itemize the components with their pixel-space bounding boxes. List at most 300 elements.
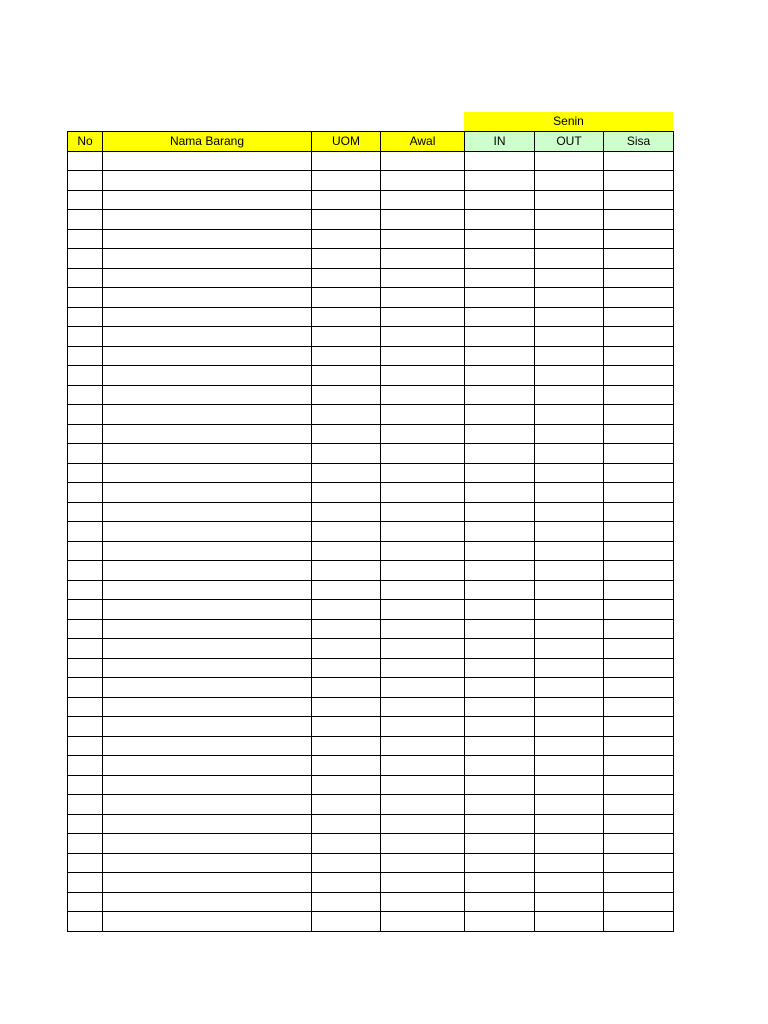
- cell-sisa[interactable]: [604, 678, 674, 698]
- cell-uom[interactable]: [312, 405, 381, 425]
- cell-in[interactable]: [465, 678, 535, 698]
- cell-nama-barang[interactable]: [103, 619, 312, 639]
- cell-awal[interactable]: [381, 171, 465, 191]
- cell-nama-barang[interactable]: [103, 697, 312, 717]
- cell-nama-barang[interactable]: [103, 268, 312, 288]
- cell-awal[interactable]: [381, 366, 465, 386]
- table-row: [68, 541, 674, 561]
- cell-nama-barang[interactable]: [103, 717, 312, 737]
- cell-out[interactable]: [535, 873, 604, 893]
- cell-in[interactable]: [465, 892, 535, 912]
- cell-uom[interactable]: [312, 873, 381, 893]
- cell-nama-barang[interactable]: [103, 522, 312, 542]
- cell-nama-barang[interactable]: [103, 288, 312, 308]
- cell-uom[interactable]: [312, 814, 381, 834]
- cell-no[interactable]: [68, 151, 103, 171]
- cell-in[interactable]: [465, 697, 535, 717]
- cell-awal[interactable]: [381, 405, 465, 425]
- cell-awal[interactable]: [381, 600, 465, 620]
- cell-no[interactable]: [68, 756, 103, 776]
- cell-in[interactable]: [465, 795, 535, 815]
- table-row: [68, 249, 674, 269]
- cell-sisa[interactable]: [604, 892, 674, 912]
- cell-in[interactable]: [465, 756, 535, 776]
- cell-no[interactable]: [68, 619, 103, 639]
- cell-awal[interactable]: [381, 717, 465, 737]
- column-header-no[interactable]: No: [68, 132, 103, 152]
- cell-uom[interactable]: [312, 171, 381, 191]
- cell-awal[interactable]: [381, 912, 465, 932]
- cell-nama-barang[interactable]: [103, 502, 312, 522]
- cell-sisa[interactable]: [604, 288, 674, 308]
- cell-no[interactable]: [68, 600, 103, 620]
- cell-in[interactable]: [465, 405, 535, 425]
- cell-awal[interactable]: [381, 522, 465, 542]
- cell-sisa[interactable]: [604, 463, 674, 483]
- cell-sisa[interactable]: [604, 405, 674, 425]
- cell-uom[interactable]: [312, 249, 381, 269]
- cell-uom[interactable]: [312, 463, 381, 483]
- cell-no[interactable]: [68, 717, 103, 737]
- cell-no[interactable]: [68, 288, 103, 308]
- cell-awal[interactable]: [381, 873, 465, 893]
- cell-nama-barang[interactable]: [103, 249, 312, 269]
- cell-in[interactable]: [465, 229, 535, 249]
- cell-awal[interactable]: [381, 775, 465, 795]
- cell-nama-barang[interactable]: [103, 444, 312, 464]
- cell-nama-barang[interactable]: [103, 814, 312, 834]
- table-body: [68, 151, 674, 931]
- column-header-in[interactable]: IN: [465, 132, 535, 152]
- cell-uom[interactable]: [312, 190, 381, 210]
- cell-in[interactable]: [465, 502, 535, 522]
- cell-out[interactable]: [535, 912, 604, 932]
- cell-sisa[interactable]: [604, 853, 674, 873]
- cell-out[interactable]: [535, 483, 604, 503]
- cell-out[interactable]: [535, 210, 604, 230]
- cell-no[interactable]: [68, 658, 103, 678]
- cell-nama-barang[interactable]: [103, 229, 312, 249]
- cell-awal[interactable]: [381, 541, 465, 561]
- cell-awal[interactable]: [381, 463, 465, 483]
- cell-in[interactable]: [465, 541, 535, 561]
- cell-out[interactable]: [535, 327, 604, 347]
- cell-uom[interactable]: [312, 697, 381, 717]
- cell-in[interactable]: [465, 658, 535, 678]
- cell-out[interactable]: [535, 580, 604, 600]
- cell-out[interactable]: [535, 288, 604, 308]
- cell-awal[interactable]: [381, 892, 465, 912]
- table-row: [68, 717, 674, 737]
- cell-nama-barang[interactable]: [103, 639, 312, 659]
- cell-awal[interactable]: [381, 307, 465, 327]
- cell-uom[interactable]: [312, 756, 381, 776]
- cell-no[interactable]: [68, 307, 103, 327]
- cell-sisa[interactable]: [604, 639, 674, 659]
- cell-out[interactable]: [535, 736, 604, 756]
- cell-awal[interactable]: [381, 190, 465, 210]
- cell-sisa[interactable]: [604, 327, 674, 347]
- cell-nama-barang[interactable]: [103, 541, 312, 561]
- cell-uom[interactable]: [312, 151, 381, 171]
- cell-out[interactable]: [535, 853, 604, 873]
- cell-nama-barang[interactable]: [103, 405, 312, 425]
- cell-no[interactable]: [68, 229, 103, 249]
- cell-uom[interactable]: [312, 366, 381, 386]
- table-row: [68, 639, 674, 659]
- cell-nama-barang[interactable]: [103, 210, 312, 230]
- cell-nama-barang[interactable]: [103, 171, 312, 191]
- cell-sisa[interactable]: [604, 522, 674, 542]
- cell-out[interactable]: [535, 756, 604, 776]
- cell-no[interactable]: [68, 424, 103, 444]
- cell-no[interactable]: [68, 268, 103, 288]
- cell-no[interactable]: [68, 346, 103, 366]
- cell-awal[interactable]: [381, 444, 465, 464]
- cell-nama-barang[interactable]: [103, 580, 312, 600]
- cell-uom[interactable]: [312, 327, 381, 347]
- cell-in[interactable]: [465, 775, 535, 795]
- cell-out[interactable]: [535, 151, 604, 171]
- cell-no[interactable]: [68, 483, 103, 503]
- cell-sisa[interactable]: [604, 190, 674, 210]
- cell-no[interactable]: [68, 775, 103, 795]
- cell-awal[interactable]: [381, 229, 465, 249]
- cell-uom[interactable]: [312, 795, 381, 815]
- cell-awal[interactable]: [381, 502, 465, 522]
- cell-sisa[interactable]: [604, 483, 674, 503]
- cell-out[interactable]: [535, 658, 604, 678]
- cell-awal[interactable]: [381, 834, 465, 854]
- cell-nama-barang[interactable]: [103, 190, 312, 210]
- cell-out[interactable]: [535, 775, 604, 795]
- cell-sisa[interactable]: [604, 385, 674, 405]
- group-header-senin[interactable]: Senin: [464, 112, 673, 131]
- cell-nama-barang[interactable]: [103, 385, 312, 405]
- cell-out[interactable]: [535, 444, 604, 464]
- cell-nama-barang[interactable]: [103, 678, 312, 698]
- cell-nama-barang[interactable]: [103, 307, 312, 327]
- cell-in[interactable]: [465, 463, 535, 483]
- cell-no[interactable]: [68, 541, 103, 561]
- cell-nama-barang[interactable]: [103, 151, 312, 171]
- cell-nama-barang[interactable]: [103, 658, 312, 678]
- cell-sisa[interactable]: [604, 171, 674, 191]
- column-header-sisa[interactable]: Sisa: [604, 132, 674, 152]
- cell-in[interactable]: [465, 522, 535, 542]
- cell-nama-barang[interactable]: [103, 327, 312, 347]
- cell-uom[interactable]: [312, 483, 381, 503]
- cell-awal[interactable]: [381, 327, 465, 347]
- cell-in[interactable]: [465, 327, 535, 347]
- cell-sisa[interactable]: [604, 814, 674, 834]
- cell-out[interactable]: [535, 229, 604, 249]
- cell-sisa[interactable]: [604, 834, 674, 854]
- cell-sisa[interactable]: [604, 873, 674, 893]
- column-header-uom[interactable]: UOM: [312, 132, 381, 152]
- cell-awal[interactable]: [381, 756, 465, 776]
- cell-sisa[interactable]: [604, 268, 674, 288]
- cell-out[interactable]: [535, 814, 604, 834]
- cell-sisa[interactable]: [604, 346, 674, 366]
- cell-out[interactable]: [535, 463, 604, 483]
- cell-uom[interactable]: [312, 639, 381, 659]
- cell-uom[interactable]: [312, 892, 381, 912]
- cell-no[interactable]: [68, 697, 103, 717]
- cell-sisa[interactable]: [604, 756, 674, 776]
- cell-out[interactable]: [535, 619, 604, 639]
- table-row: [68, 795, 674, 815]
- cell-uom[interactable]: [312, 853, 381, 873]
- cell-in[interactable]: [465, 249, 535, 269]
- cell-nama-barang[interactable]: [103, 775, 312, 795]
- cell-in[interactable]: [465, 483, 535, 503]
- cell-sisa[interactable]: [604, 424, 674, 444]
- cell-no[interactable]: [68, 814, 103, 834]
- cell-no[interactable]: [68, 795, 103, 815]
- cell-sisa[interactable]: [604, 307, 674, 327]
- cell-no[interactable]: [68, 502, 103, 522]
- cell-out[interactable]: [535, 346, 604, 366]
- cell-uom[interactable]: [312, 444, 381, 464]
- cell-no[interactable]: [68, 327, 103, 347]
- cell-in[interactable]: [465, 639, 535, 659]
- cell-sisa[interactable]: [604, 912, 674, 932]
- cell-awal[interactable]: [381, 795, 465, 815]
- table-row: [68, 814, 674, 834]
- cell-no[interactable]: [68, 736, 103, 756]
- cell-out[interactable]: [535, 717, 604, 737]
- cell-in[interactable]: [465, 424, 535, 444]
- cell-in[interactable]: [465, 151, 535, 171]
- cell-sisa[interactable]: [604, 366, 674, 386]
- cell-awal[interactable]: [381, 697, 465, 717]
- cell-uom[interactable]: [312, 619, 381, 639]
- cell-in[interactable]: [465, 912, 535, 932]
- cell-awal[interactable]: [381, 658, 465, 678]
- cell-uom[interactable]: [312, 268, 381, 288]
- cell-uom[interactable]: [312, 229, 381, 249]
- cell-awal[interactable]: [381, 619, 465, 639]
- cell-sisa[interactable]: [604, 736, 674, 756]
- cell-out[interactable]: [535, 190, 604, 210]
- cell-sisa[interactable]: [604, 229, 674, 249]
- cell-uom[interactable]: [312, 307, 381, 327]
- cell-no[interactable]: [68, 210, 103, 230]
- cell-awal[interactable]: [381, 639, 465, 659]
- cell-out[interactable]: [535, 639, 604, 659]
- cell-uom[interactable]: [312, 717, 381, 737]
- cell-out[interactable]: [535, 366, 604, 386]
- cell-out[interactable]: [535, 561, 604, 581]
- cell-no[interactable]: [68, 912, 103, 932]
- cell-nama-barang[interactable]: [103, 463, 312, 483]
- cell-out[interactable]: [535, 795, 604, 815]
- cell-no[interactable]: [68, 385, 103, 405]
- cell-in[interactable]: [465, 307, 535, 327]
- cell-no[interactable]: [68, 639, 103, 659]
- cell-out[interactable]: [535, 268, 604, 288]
- cell-nama-barang[interactable]: [103, 600, 312, 620]
- cell-uom[interactable]: [312, 775, 381, 795]
- cell-sisa[interactable]: [604, 717, 674, 737]
- cell-uom[interactable]: [312, 210, 381, 230]
- cell-no[interactable]: [68, 463, 103, 483]
- column-header-awal[interactable]: Awal: [381, 132, 465, 152]
- cell-sisa[interactable]: [604, 502, 674, 522]
- cell-in[interactable]: [465, 600, 535, 620]
- cell-sisa[interactable]: [604, 444, 674, 464]
- cell-out[interactable]: [535, 171, 604, 191]
- cell-uom[interactable]: [312, 658, 381, 678]
- cell-out[interactable]: [535, 678, 604, 698]
- cell-nama-barang[interactable]: [103, 483, 312, 503]
- cell-out[interactable]: [535, 892, 604, 912]
- cell-awal[interactable]: [381, 346, 465, 366]
- column-header-nama-barang[interactable]: Nama Barang: [103, 132, 312, 152]
- cell-sisa[interactable]: [604, 210, 674, 230]
- cell-in[interactable]: [465, 171, 535, 191]
- cell-nama-barang[interactable]: [103, 853, 312, 873]
- cell-awal[interactable]: [381, 151, 465, 171]
- cell-awal[interactable]: [381, 561, 465, 581]
- cell-in[interactable]: [465, 853, 535, 873]
- cell-no[interactable]: [68, 171, 103, 191]
- cell-out[interactable]: [535, 600, 604, 620]
- cell-awal[interactable]: [381, 853, 465, 873]
- cell-awal[interactable]: [381, 814, 465, 834]
- cell-sisa[interactable]: [604, 697, 674, 717]
- cell-sisa[interactable]: [604, 151, 674, 171]
- cell-sisa[interactable]: [604, 600, 674, 620]
- cell-in[interactable]: [465, 268, 535, 288]
- cell-out[interactable]: [535, 502, 604, 522]
- cell-awal[interactable]: [381, 424, 465, 444]
- cell-nama-barang[interactable]: [103, 366, 312, 386]
- cell-no[interactable]: [68, 892, 103, 912]
- cell-awal[interactable]: [381, 210, 465, 230]
- group-header-spacer: [67, 112, 464, 131]
- cell-sisa[interactable]: [604, 249, 674, 269]
- cell-uom[interactable]: [312, 541, 381, 561]
- cell-uom[interactable]: [312, 834, 381, 854]
- cell-nama-barang[interactable]: [103, 756, 312, 776]
- cell-no[interactable]: [68, 249, 103, 269]
- cell-out[interactable]: [535, 522, 604, 542]
- cell-nama-barang[interactable]: [103, 736, 312, 756]
- cell-sisa[interactable]: [604, 619, 674, 639]
- cell-in[interactable]: [465, 346, 535, 366]
- cell-no[interactable]: [68, 853, 103, 873]
- cell-no[interactable]: [68, 366, 103, 386]
- cell-awal[interactable]: [381, 678, 465, 698]
- cell-out[interactable]: [535, 307, 604, 327]
- table-row: [68, 327, 674, 347]
- cell-in[interactable]: [465, 580, 535, 600]
- cell-out[interactable]: [535, 834, 604, 854]
- cell-in[interactable]: [465, 717, 535, 737]
- cell-awal[interactable]: [381, 249, 465, 269]
- cell-in[interactable]: [465, 561, 535, 581]
- cell-uom[interactable]: [312, 580, 381, 600]
- cell-out[interactable]: [535, 424, 604, 444]
- cell-nama-barang[interactable]: [103, 892, 312, 912]
- column-header-out[interactable]: OUT: [535, 132, 604, 152]
- cell-nama-barang[interactable]: [103, 561, 312, 581]
- cell-uom[interactable]: [312, 600, 381, 620]
- cell-uom[interactable]: [312, 346, 381, 366]
- cell-no[interactable]: [68, 873, 103, 893]
- cell-in[interactable]: [465, 873, 535, 893]
- inventory-table: [67, 131, 674, 932]
- cell-sisa[interactable]: [604, 795, 674, 815]
- cell-out[interactable]: [535, 541, 604, 561]
- cell-uom[interactable]: [312, 502, 381, 522]
- cell-no[interactable]: [68, 522, 103, 542]
- cell-out[interactable]: [535, 697, 604, 717]
- cell-no[interactable]: [68, 834, 103, 854]
- cell-no[interactable]: [68, 678, 103, 698]
- table-row: [68, 561, 674, 581]
- cell-sisa[interactable]: [604, 580, 674, 600]
- cell-awal[interactable]: [381, 385, 465, 405]
- cell-in[interactable]: [465, 288, 535, 308]
- cell-uom[interactable]: [312, 288, 381, 308]
- cell-uom[interactable]: [312, 561, 381, 581]
- cell-in[interactable]: [465, 619, 535, 639]
- cell-in[interactable]: [465, 814, 535, 834]
- cell-uom[interactable]: [312, 736, 381, 756]
- cell-no[interactable]: [68, 444, 103, 464]
- cell-out[interactable]: [535, 249, 604, 269]
- cell-awal[interactable]: [381, 268, 465, 288]
- cell-in[interactable]: [465, 736, 535, 756]
- cell-uom[interactable]: [312, 385, 381, 405]
- cell-in[interactable]: [465, 366, 535, 386]
- cell-sisa[interactable]: [604, 658, 674, 678]
- cell-nama-barang[interactable]: [103, 873, 312, 893]
- cell-in[interactable]: [465, 834, 535, 854]
- cell-awal[interactable]: [381, 288, 465, 308]
- cell-nama-barang[interactable]: [103, 346, 312, 366]
- cell-nama-barang[interactable]: [103, 795, 312, 815]
- cell-uom[interactable]: [312, 522, 381, 542]
- table-row: [68, 307, 674, 327]
- cell-no[interactable]: [68, 580, 103, 600]
- cell-no[interactable]: [68, 561, 103, 581]
- cell-awal[interactable]: [381, 736, 465, 756]
- cell-uom[interactable]: [312, 912, 381, 932]
- cell-nama-barang[interactable]: [103, 424, 312, 444]
- cell-nama-barang[interactable]: [103, 834, 312, 854]
- cell-in[interactable]: [465, 210, 535, 230]
- cell-out[interactable]: [535, 405, 604, 425]
- cell-in[interactable]: [465, 385, 535, 405]
- cell-awal[interactable]: [381, 580, 465, 600]
- cell-nama-barang[interactable]: [103, 912, 312, 932]
- cell-no[interactable]: [68, 405, 103, 425]
- cell-no[interactable]: [68, 190, 103, 210]
- cell-in[interactable]: [465, 444, 535, 464]
- cell-uom[interactable]: [312, 678, 381, 698]
- cell-sisa[interactable]: [604, 775, 674, 795]
- cell-uom[interactable]: [312, 424, 381, 444]
- cell-awal[interactable]: [381, 483, 465, 503]
- cell-out[interactable]: [535, 385, 604, 405]
- cell-sisa[interactable]: [604, 541, 674, 561]
- cell-in[interactable]: [465, 190, 535, 210]
- cell-sisa[interactable]: [604, 561, 674, 581]
